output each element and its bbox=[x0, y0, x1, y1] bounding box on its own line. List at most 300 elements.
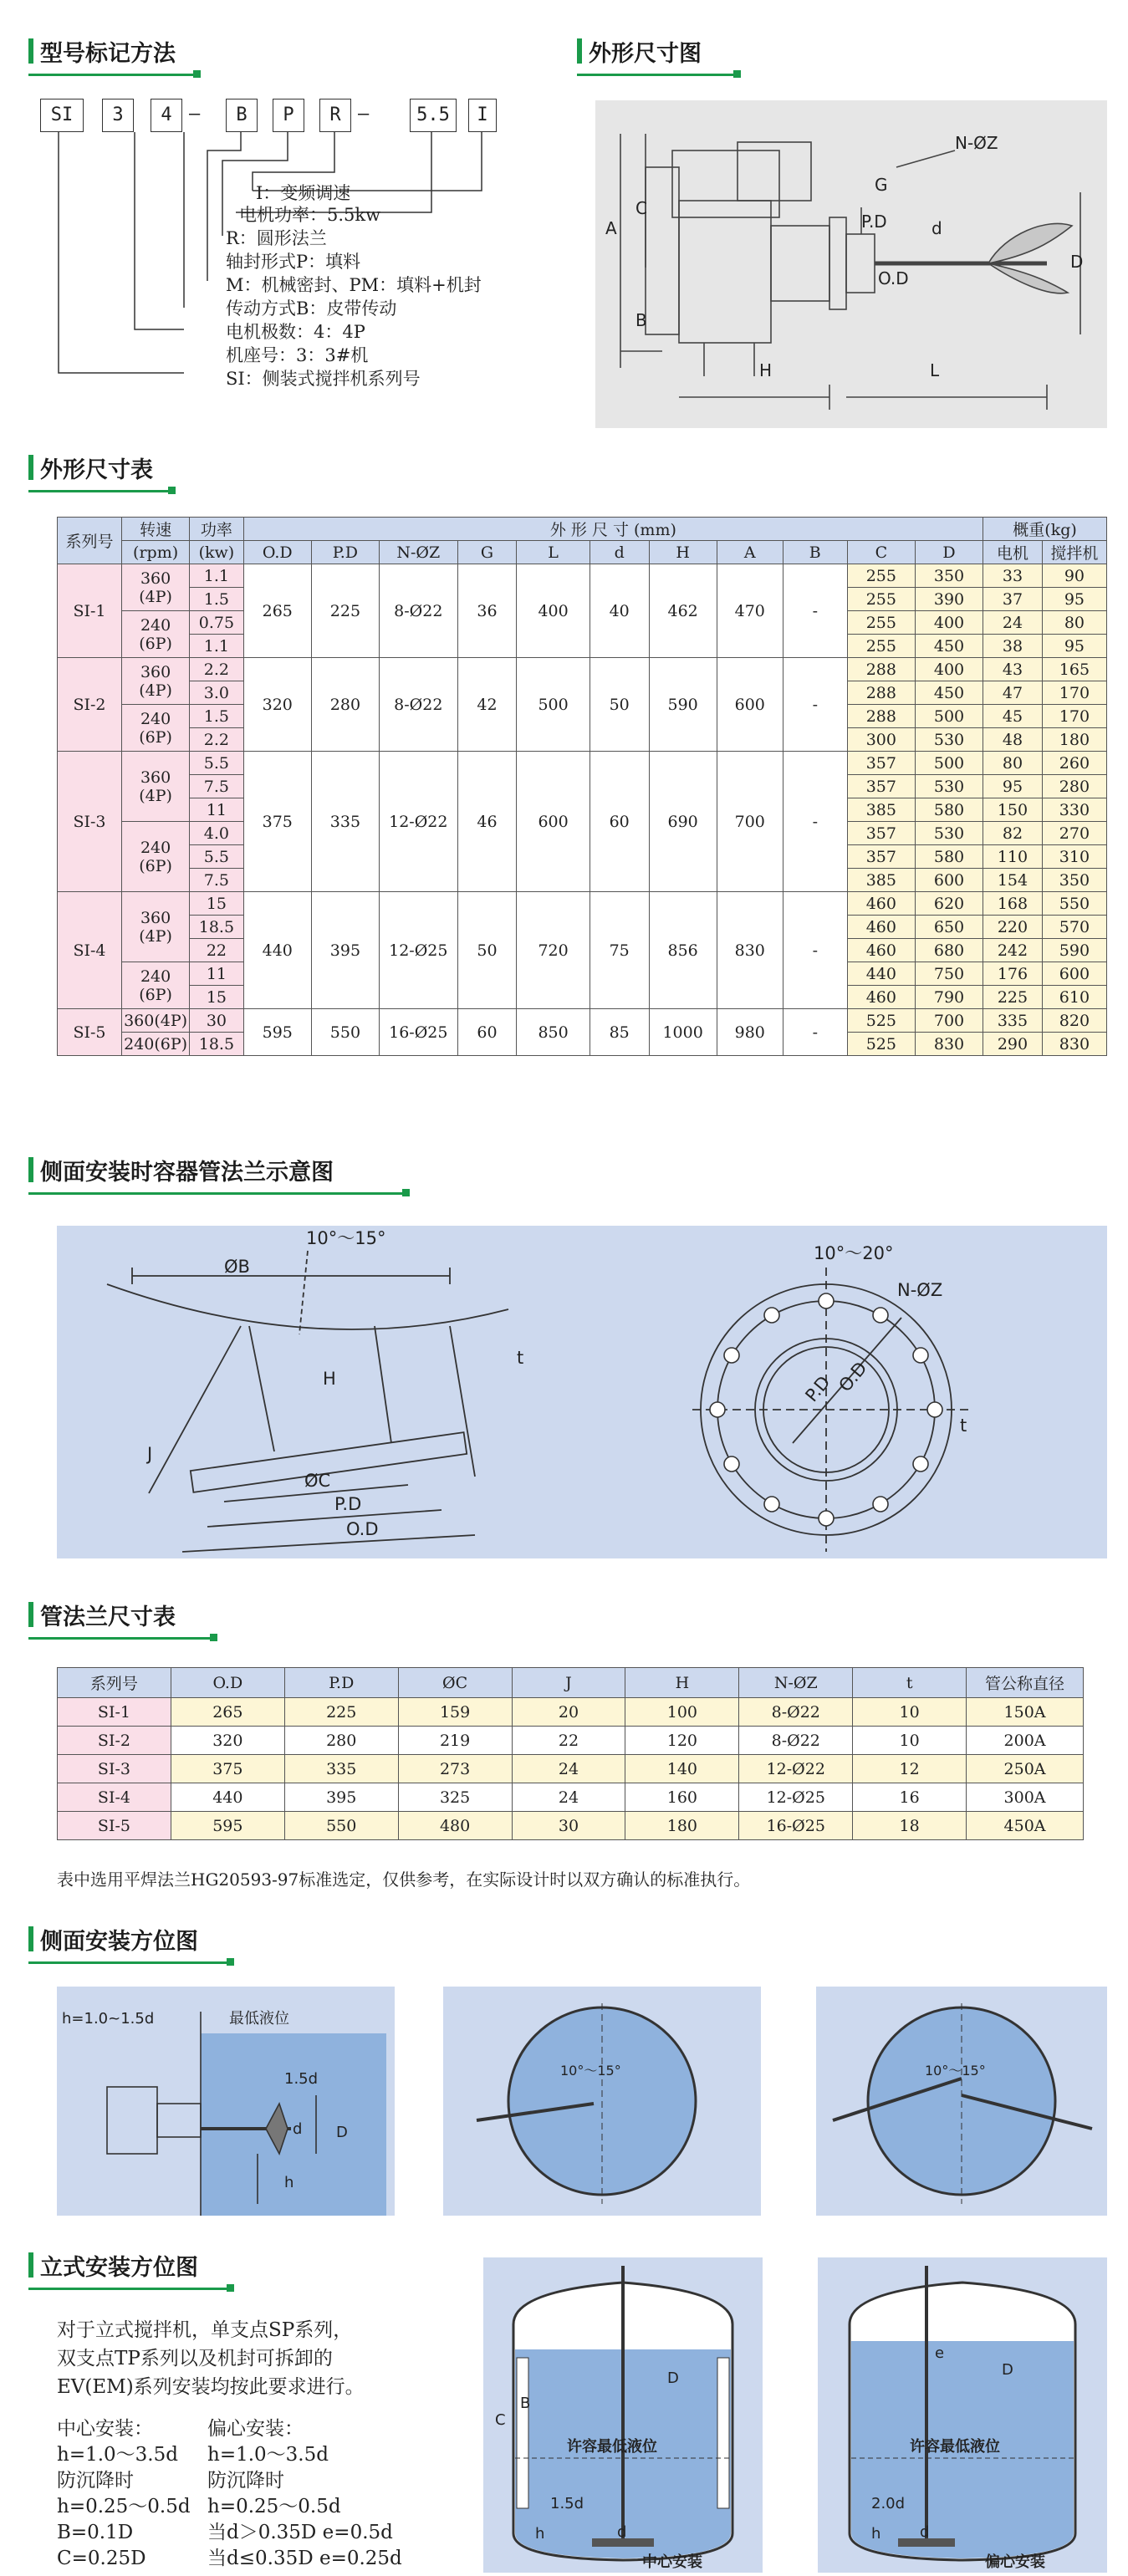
dim-value: 580 bbox=[915, 845, 983, 869]
dim-speed bbox=[122, 564, 190, 611]
dim-value: 460 bbox=[847, 939, 915, 962]
table-row bbox=[58, 892, 1107, 916]
dim-power: 5.5 bbox=[190, 752, 244, 775]
dim-value: 180 bbox=[1042, 728, 1106, 752]
model-desc-flange: R：圆形法兰 bbox=[226, 228, 327, 248]
vertical-col1-4: B=0.1D bbox=[57, 2522, 134, 2543]
dim-value: 400 bbox=[915, 611, 983, 635]
vertical-label-level: 许容最低液位 bbox=[567, 2438, 657, 2456]
flange-cell: 320 bbox=[171, 1727, 284, 1755]
dim-value: 460 bbox=[847, 986, 915, 1009]
flange-cell: SI-3 bbox=[58, 1755, 171, 1783]
dim-value: 357 bbox=[847, 822, 915, 845]
dim-speed-poles: (6P) bbox=[139, 727, 172, 747]
side-label-min-level: 最低液位 bbox=[229, 2010, 289, 2028]
dim-power: 0.75 bbox=[190, 611, 244, 635]
flange-cell: 8-Ø22 bbox=[739, 1727, 853, 1755]
dim-value: 270 bbox=[1042, 822, 1106, 845]
dim-od: 595 bbox=[243, 1009, 311, 1056]
dim-speed bbox=[122, 705, 190, 752]
dim-series: SI-2 bbox=[58, 658, 122, 752]
dim-value: 255 bbox=[847, 611, 915, 635]
dim-l: 850 bbox=[517, 1009, 590, 1056]
dim-speed-value: 360 bbox=[140, 908, 171, 927]
code-frame: 3 bbox=[102, 99, 134, 132]
flange-cell: 450A bbox=[967, 1812, 1084, 1840]
flange-cell: 300A bbox=[967, 1783, 1084, 1812]
vertical-col2-0: 偏心安装： bbox=[207, 2418, 304, 2440]
dim-pd: 280 bbox=[311, 658, 379, 752]
outline-label-pd: P.D bbox=[861, 212, 887, 232]
dim-value: 38 bbox=[983, 635, 1043, 658]
side-panel-2 bbox=[443, 1987, 761, 2216]
flange-diagram-panel bbox=[57, 1226, 1107, 1558]
dim-nz: 8-Ø22 bbox=[379, 658, 457, 752]
flange-col-header: 系列号 bbox=[58, 1668, 171, 1698]
code-dash-1: — bbox=[189, 104, 201, 125]
dim-speed bbox=[122, 658, 190, 705]
dim-speed bbox=[122, 611, 190, 658]
flange-cell: 440 bbox=[171, 1783, 284, 1812]
flange-cell: 10 bbox=[853, 1727, 967, 1755]
dim-col-header: d bbox=[590, 541, 649, 564]
dim-power: 1.5 bbox=[190, 588, 244, 611]
flange-cell: 24 bbox=[512, 1755, 625, 1783]
dim-value: 357 bbox=[847, 845, 915, 869]
side-panel-1 bbox=[57, 1987, 395, 2216]
flange-cell: 200A bbox=[967, 1727, 1084, 1755]
flange-cell: SI-2 bbox=[58, 1727, 171, 1755]
dim-speed bbox=[122, 752, 190, 822]
flange-cell: 325 bbox=[398, 1783, 512, 1812]
vertical-col1-3: h=0.25～0.5d bbox=[57, 2496, 191, 2517]
dim-value: 820 bbox=[1042, 1009, 1106, 1033]
dim-series: SI-4 bbox=[58, 892, 122, 1009]
vertical-label-big-d-2: D bbox=[1002, 2361, 1013, 2379]
flange-cell: 480 bbox=[398, 1812, 512, 1840]
dim-value: 357 bbox=[847, 775, 915, 798]
dim-h: 462 bbox=[649, 564, 717, 658]
dim-speed-poles: (4P) bbox=[139, 681, 172, 700]
dim-value: 110 bbox=[983, 845, 1043, 869]
vertical-label-e: e bbox=[935, 2344, 945, 2362]
dim-value: 80 bbox=[1042, 611, 1106, 635]
outline-drawing bbox=[595, 100, 1107, 428]
flange-cell: 120 bbox=[625, 1727, 739, 1755]
table-row bbox=[58, 1727, 1084, 1755]
side-diagram-3 bbox=[816, 1987, 1107, 2216]
flange-cell: 12-Ø22 bbox=[739, 1755, 853, 1783]
code-dash-2: — bbox=[358, 104, 370, 125]
flange-col-header: H bbox=[625, 1668, 739, 1698]
dim-series: SI-1 bbox=[58, 564, 122, 658]
dim-value: 440 bbox=[847, 962, 915, 986]
dim-value: 310 bbox=[1042, 845, 1106, 869]
dim-speed-value: 240(6P) bbox=[124, 1034, 188, 1053]
dim-g: 50 bbox=[457, 892, 517, 1009]
dim-speed-value: 360(4P) bbox=[124, 1011, 188, 1030]
dim-a: 980 bbox=[717, 1009, 783, 1056]
dim-value: 95 bbox=[983, 775, 1043, 798]
dim-a: 600 bbox=[717, 658, 783, 752]
vertical-col2-2: 防沉降时 bbox=[207, 2470, 284, 2492]
table-row bbox=[58, 752, 1107, 775]
dim-value: 350 bbox=[1042, 869, 1106, 892]
dim-od: 320 bbox=[243, 658, 311, 752]
dim-col-header: A bbox=[717, 541, 783, 564]
vertical-label-1-5d: 1.5d bbox=[550, 2495, 584, 2512]
dim-power: 1.5 bbox=[190, 705, 244, 728]
side-label-d: d bbox=[293, 2120, 303, 2138]
dim-value: 43 bbox=[983, 658, 1043, 681]
flange-cell: 225 bbox=[284, 1698, 398, 1727]
dim-value: 450 bbox=[915, 635, 983, 658]
flange-cell: 140 bbox=[625, 1755, 739, 1783]
dim-value: 165 bbox=[1042, 658, 1106, 681]
dim-value: 82 bbox=[983, 822, 1043, 845]
flange-label-angle2: 10°～20° bbox=[814, 1243, 894, 1263]
dim-power: 30 bbox=[190, 1009, 244, 1033]
dim-value: 525 bbox=[847, 1009, 915, 1033]
outline-label-od: O.D bbox=[878, 268, 909, 288]
dim-power: 2.2 bbox=[190, 728, 244, 752]
flange-cell: 550 bbox=[284, 1812, 398, 1840]
dim-value: 330 bbox=[1042, 798, 1106, 822]
vertical-col1-2: 防沉降时 bbox=[57, 2470, 134, 2492]
model-desc-seal: 轴封形式P：填料 bbox=[226, 252, 361, 272]
flange-label-t: t bbox=[517, 1348, 524, 1368]
flange-cell: 30 bbox=[512, 1812, 625, 1840]
flange-cell: 595 bbox=[171, 1812, 284, 1840]
vertical-para-2: 双支点TP系列以及机封可拆卸的 bbox=[57, 2348, 333, 2369]
dim-header-outline: 外 形 尺 寸 (mm) bbox=[243, 518, 983, 541]
dim-pd: 395 bbox=[311, 892, 379, 1009]
dim-power: 4.0 bbox=[190, 822, 244, 845]
dim-header-power: 功率 bbox=[190, 518, 244, 541]
dim-speed bbox=[122, 1033, 190, 1056]
dim-value: 610 bbox=[1042, 986, 1106, 1009]
model-desc-poles: 电机极数：4：4P bbox=[226, 322, 365, 342]
dim-value: 45 bbox=[983, 705, 1043, 728]
section-title-outline: 外形尺寸图 bbox=[577, 35, 702, 68]
dim-value: 500 bbox=[915, 752, 983, 775]
dim-power: 7.5 bbox=[190, 869, 244, 892]
model-desc-drive: 传动方式B：皮带传动 bbox=[226, 298, 397, 319]
dim-speed-value: 360 bbox=[140, 662, 171, 681]
table-row bbox=[58, 1812, 1084, 1840]
dim-value: 220 bbox=[983, 916, 1043, 939]
table-row bbox=[58, 1755, 1084, 1783]
dim-speed-poles: (6P) bbox=[139, 634, 172, 653]
vertical-panel-1 bbox=[483, 2257, 763, 2573]
dim-power: 15 bbox=[190, 986, 244, 1009]
dim-h: 856 bbox=[649, 892, 717, 1009]
flange-label-h: H bbox=[323, 1369, 336, 1389]
dim-value: 154 bbox=[983, 869, 1043, 892]
section-title-side-position: 侧面安装方位图 bbox=[28, 1923, 198, 1956]
outline-label-b: B bbox=[635, 310, 647, 330]
flange-table-note: 表中选用平焊法兰HG20593-97标准选定，仅供参考，在实际设计时以双方确认的标准执行。 bbox=[57, 1870, 751, 1890]
dim-col-header: 搅拌机 bbox=[1042, 541, 1106, 564]
dim-h: 1000 bbox=[649, 1009, 717, 1056]
dim-value: 357 bbox=[847, 752, 915, 775]
outline-label-d: d bbox=[931, 218, 942, 238]
dim-value: 33 bbox=[983, 564, 1043, 588]
flange-cell: 335 bbox=[284, 1755, 398, 1783]
dim-nz: 12-Ø22 bbox=[379, 752, 457, 892]
outline-label-l: L bbox=[930, 360, 940, 380]
dim-b: - bbox=[783, 658, 847, 752]
flange-col-header: 管公称直径 bbox=[967, 1668, 1084, 1698]
dim-d: 85 bbox=[590, 1009, 649, 1056]
flange-cell: 22 bbox=[512, 1727, 625, 1755]
flange-cell: 100 bbox=[625, 1698, 739, 1727]
flange-col-header: N-ØZ bbox=[739, 1668, 853, 1698]
dim-d: 40 bbox=[590, 564, 649, 658]
flange-cell: 395 bbox=[284, 1783, 398, 1812]
dim-h: 690 bbox=[649, 752, 717, 892]
vertical-label-h-2: h bbox=[871, 2525, 881, 2543]
flange-label-od: O.D bbox=[346, 1519, 379, 1539]
model-desc-series: SI：侧装式搅拌机系列号 bbox=[226, 369, 421, 389]
table-row bbox=[58, 658, 1107, 681]
dim-value: 255 bbox=[847, 588, 915, 611]
dim-value: 288 bbox=[847, 681, 915, 705]
code-poles: 4 bbox=[151, 99, 182, 132]
dim-power: 11 bbox=[190, 962, 244, 986]
dim-value: 150 bbox=[983, 798, 1043, 822]
dim-l: 500 bbox=[517, 658, 590, 752]
dim-power: 18.5 bbox=[190, 1033, 244, 1056]
dim-value: 750 bbox=[915, 962, 983, 986]
flange-col-header: J bbox=[512, 1668, 625, 1698]
dim-value: 288 bbox=[847, 658, 915, 681]
side-panel-3 bbox=[816, 1987, 1107, 2216]
side-label-angle-a: 10°～15° bbox=[560, 2063, 621, 2079]
dim-speed bbox=[122, 822, 190, 892]
dim-value: 24 bbox=[983, 611, 1043, 635]
flange-col-header: t bbox=[853, 1668, 967, 1698]
dim-g: 36 bbox=[457, 564, 517, 658]
dim-value: 47 bbox=[983, 681, 1043, 705]
dim-value: 385 bbox=[847, 869, 915, 892]
dim-power: 22 bbox=[190, 939, 244, 962]
side-label-big-d: D bbox=[336, 2124, 348, 2141]
flange-label-nz: N-ØZ bbox=[897, 1280, 943, 1300]
dim-speed-poles: (4P) bbox=[139, 926, 172, 946]
flange-label-j: J bbox=[147, 1444, 153, 1464]
outline-label-nz: N-ØZ bbox=[955, 133, 998, 153]
code-drive: B bbox=[226, 99, 258, 132]
dim-l: 400 bbox=[517, 564, 590, 658]
flange-col-header: O.D bbox=[171, 1668, 284, 1698]
outline-label-big-d: D bbox=[1070, 252, 1084, 272]
dim-col-header: N-ØZ bbox=[379, 541, 457, 564]
dim-col-header: L bbox=[517, 541, 590, 564]
flange-label-pd: P.D bbox=[334, 1494, 362, 1514]
dim-power: 3.0 bbox=[190, 681, 244, 705]
flange-cell: 150A bbox=[967, 1698, 1084, 1727]
vertical-label-d-2: d bbox=[920, 2523, 930, 2541]
dim-value: 390 bbox=[915, 588, 983, 611]
dim-value: 280 bbox=[1042, 775, 1106, 798]
dim-speed-poles: (6P) bbox=[139, 856, 172, 875]
dim-value: 460 bbox=[847, 916, 915, 939]
vertical-diagram-offset bbox=[818, 2257, 1107, 2573]
vertical-panel-2 bbox=[818, 2257, 1107, 2573]
vertical-diagram-center bbox=[483, 2257, 763, 2573]
dim-value: 37 bbox=[983, 588, 1043, 611]
dim-value: 90 bbox=[1042, 564, 1106, 588]
dim-col-header: 电机 bbox=[983, 541, 1043, 564]
outline-label-c: C bbox=[635, 198, 647, 218]
table-row bbox=[58, 564, 1107, 588]
flange-cell: 20 bbox=[512, 1698, 625, 1727]
flange-label-pd2: P.D bbox=[801, 1372, 835, 1406]
dim-power: 2.2 bbox=[190, 658, 244, 681]
flange-cell: SI-4 bbox=[58, 1783, 171, 1812]
dim-value: 48 bbox=[983, 728, 1043, 752]
dim-pd: 335 bbox=[311, 752, 379, 892]
side-diagram-1 bbox=[57, 1987, 395, 2216]
dim-b: - bbox=[783, 892, 847, 1009]
vertical-col1-1: h=1.0～3.5d bbox=[57, 2444, 178, 2466]
flange-label-phic: ØC bbox=[304, 1471, 331, 1491]
outline-label-g: G bbox=[875, 175, 888, 195]
flange-label-t2: t bbox=[960, 1416, 967, 1436]
vertical-col1-5: C=0.25D bbox=[57, 2548, 146, 2569]
table-row bbox=[58, 1009, 1107, 1033]
dim-d: 75 bbox=[590, 892, 649, 1009]
dim-value: 600 bbox=[1042, 962, 1106, 986]
dim-value: 830 bbox=[1042, 1033, 1106, 1056]
dim-value: 385 bbox=[847, 798, 915, 822]
dim-speed-value: 240 bbox=[140, 615, 171, 635]
dim-value: 80 bbox=[983, 752, 1043, 775]
model-desc-power: 电机功率：5.5kw bbox=[239, 205, 381, 225]
side-label-1-5d: 1.5d bbox=[284, 2070, 319, 2088]
dim-value: 550 bbox=[1042, 892, 1106, 916]
dim-value: 170 bbox=[1042, 681, 1106, 705]
dim-value: 570 bbox=[1042, 916, 1106, 939]
dim-g: 42 bbox=[457, 658, 517, 752]
dim-value: 600 bbox=[915, 869, 983, 892]
dim-value: 168 bbox=[983, 892, 1043, 916]
dim-speed bbox=[122, 892, 190, 962]
vertical-label-2-0d: 2.0d bbox=[871, 2495, 906, 2512]
vertical-label-center: 中心安装 bbox=[642, 2553, 702, 2571]
flange-label-angle1: 10°～15° bbox=[306, 1228, 386, 1248]
dim-l: 600 bbox=[517, 752, 590, 892]
vertical-label-h: h bbox=[535, 2525, 545, 2543]
dim-value: 530 bbox=[915, 822, 983, 845]
model-desc-frame: 机座号：3：3#机 bbox=[226, 345, 369, 365]
vertical-para-3: EV(EM)系列安装均按此要求进行。 bbox=[57, 2376, 365, 2398]
flange-cell: 160 bbox=[625, 1783, 739, 1812]
code-flange: R bbox=[319, 99, 351, 132]
dim-header-weight: 概重(kg) bbox=[983, 518, 1107, 541]
dim-h: 590 bbox=[649, 658, 717, 752]
dim-col-header: D bbox=[915, 541, 983, 564]
code-series: SI bbox=[40, 99, 84, 132]
dim-nz: 12-Ø25 bbox=[379, 892, 457, 1009]
dim-value: 580 bbox=[915, 798, 983, 822]
dim-value: 530 bbox=[915, 775, 983, 798]
dim-power: 1.1 bbox=[190, 564, 244, 588]
flange-cell: SI-1 bbox=[58, 1698, 171, 1727]
dim-pd: 550 bbox=[311, 1009, 379, 1056]
vertical-col1-0: 中心安装： bbox=[57, 2418, 153, 2440]
dim-b: - bbox=[783, 564, 847, 658]
dim-power: 18.5 bbox=[190, 916, 244, 939]
dim-header-series: 系列号 bbox=[58, 518, 122, 564]
table-row bbox=[58, 1783, 1084, 1812]
dim-value: 620 bbox=[915, 892, 983, 916]
vertical-label-d: d bbox=[617, 2523, 627, 2541]
dim-col-header: C bbox=[847, 541, 915, 564]
dim-l: 720 bbox=[517, 892, 590, 1009]
dim-power: 11 bbox=[190, 798, 244, 822]
dim-value: 790 bbox=[915, 986, 983, 1009]
flange-cell: 273 bbox=[398, 1755, 512, 1783]
flange-cell: 8-Ø22 bbox=[739, 1698, 853, 1727]
section-title-model: 型号标记方法 bbox=[28, 35, 176, 68]
flange-cell: 12 bbox=[853, 1755, 967, 1783]
dim-value: 530 bbox=[915, 728, 983, 752]
dim-value: 350 bbox=[915, 564, 983, 588]
dim-value: 680 bbox=[915, 939, 983, 962]
dim-value: 700 bbox=[915, 1009, 983, 1033]
dim-value: 830 bbox=[915, 1033, 983, 1056]
dim-value: 255 bbox=[847, 635, 915, 658]
dim-col-header: G bbox=[457, 541, 517, 564]
dim-d: 50 bbox=[590, 658, 649, 752]
section-title-flange-table: 管法兰尺寸表 bbox=[28, 1599, 176, 1631]
dim-col-header: P.D bbox=[311, 541, 379, 564]
side-label-h: h bbox=[284, 2174, 294, 2191]
side-diagram-2 bbox=[443, 1987, 761, 2216]
code-power: 5.5 bbox=[410, 99, 457, 132]
dim-col-header: O.D bbox=[243, 541, 311, 564]
dim-speed-poles: (4P) bbox=[139, 587, 172, 606]
dim-speed-value: 240 bbox=[140, 967, 171, 986]
dim-value: 500 bbox=[915, 705, 983, 728]
dim-col-header: H bbox=[649, 541, 717, 564]
flange-col-header: ØC bbox=[398, 1668, 512, 1698]
dim-g: 46 bbox=[457, 752, 517, 892]
vertical-para-1: 对于立式搅拌机，单支点SP系列， bbox=[57, 2319, 353, 2341]
side-label-angle-b: 10°～15° bbox=[925, 2063, 986, 2079]
dim-od: 440 bbox=[243, 892, 311, 1009]
flange-cell: 265 bbox=[171, 1698, 284, 1727]
dim-col-header: B bbox=[783, 541, 847, 564]
flange-table bbox=[57, 1667, 1084, 1840]
dim-value: 255 bbox=[847, 564, 915, 588]
dim-power: 1.1 bbox=[190, 635, 244, 658]
outline-drawing-panel bbox=[595, 100, 1107, 428]
dim-b: - bbox=[783, 1009, 847, 1056]
dim-value: 225 bbox=[983, 986, 1043, 1009]
code-seal: P bbox=[273, 99, 304, 132]
side-label-h-range: h=1.0~1.5d bbox=[62, 2010, 155, 2028]
flange-cell: 375 bbox=[171, 1755, 284, 1783]
dim-value: 335 bbox=[983, 1009, 1043, 1033]
flange-cell: 219 bbox=[398, 1727, 512, 1755]
flange-label-phib: ØB bbox=[224, 1257, 250, 1277]
flange-col-header: P.D bbox=[284, 1668, 398, 1698]
dim-value: 95 bbox=[1042, 588, 1106, 611]
dim-series: SI-5 bbox=[58, 1009, 122, 1056]
